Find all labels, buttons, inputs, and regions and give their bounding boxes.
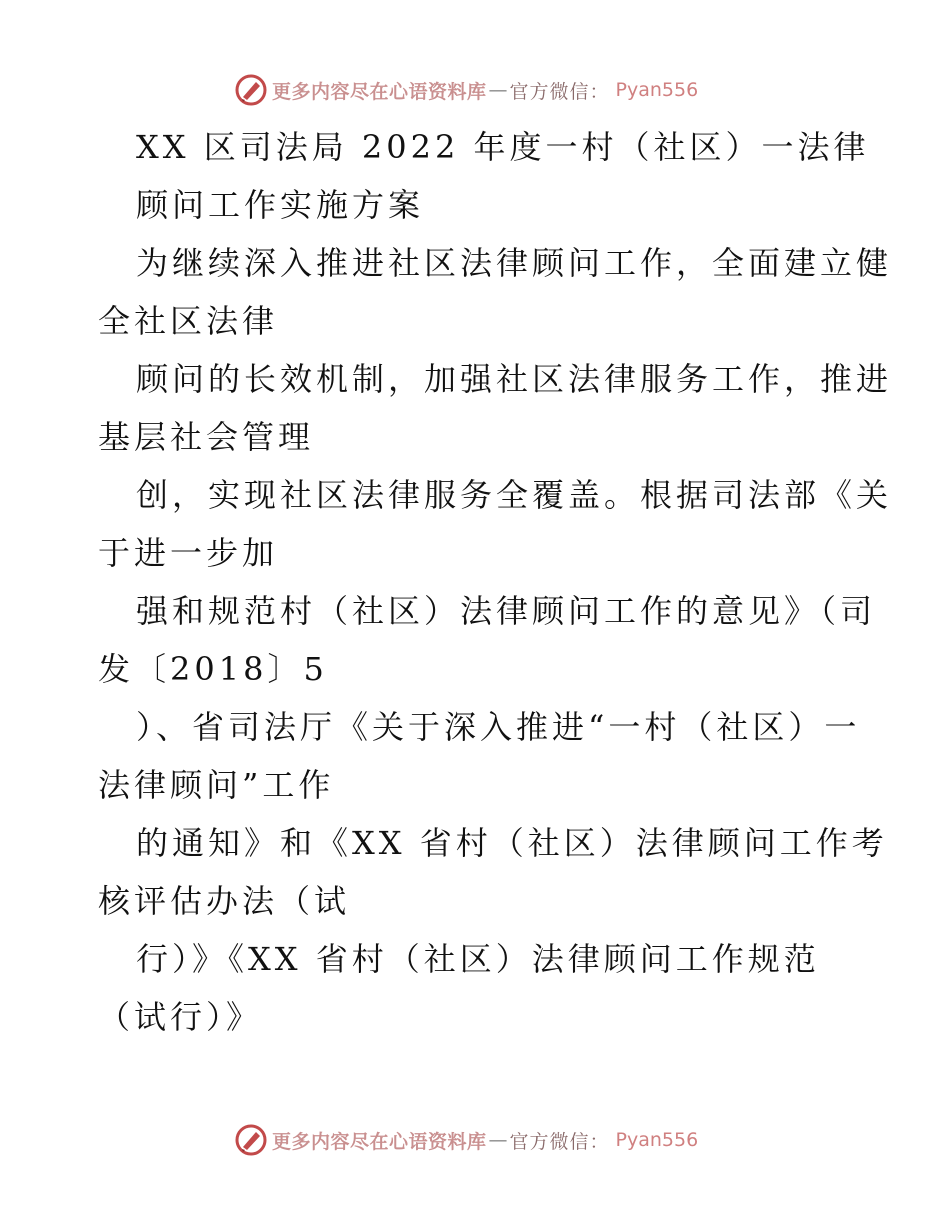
doc-paragraph-line: 全社区法律 [98,302,279,340]
doc-paragraph-line: 顾问的长效机制，加强社区法律服务工作，推进 [136,360,893,398]
doc-paragraph-line: 为继续深入推进社区法律顾问工作，全面建立健 [136,244,893,282]
watermark-wechat-id: Pyan556 [615,1129,699,1151]
doc-paragraph-line: 行）》《XX 省村（社区）法律顾问工作规范 [136,940,820,978]
watermark-text: 更多内容尽在心语资料库 [272,80,487,103]
brand-logo-icon [234,73,268,107]
doc-paragraph-line: 的通知》和《XX 省村（社区）法律顾问工作考 [136,824,888,862]
brand-logo-icon [234,1123,268,1157]
watermark-wechat-label: 官方微信： [509,80,610,103]
doc-paragraph-line: 法律顾问”工作 [98,766,335,804]
doc-paragraph-line: 强和规范村（社区）法律顾问工作的意见》（司 [136,592,877,630]
watermark-wechat-id: Pyan556 [615,79,699,101]
watermark-text: 更多内容尽在心语资料库 [272,1130,487,1153]
footer-watermark [234,1122,714,1158]
doc-paragraph-line: 于进一步加 [98,534,279,572]
doc-paragraph-line: （试行）》 [98,998,263,1036]
doc-paragraph-line: 核评估办法（试 [98,882,351,920]
doc-paragraph-line: ）、省司法厅《关于深入推进“一村（社区）一 [136,708,861,746]
doc-paragraph-line: 基层社会管理 [98,418,315,456]
doc-paragraph-line: 发〔2018〕5 [98,650,328,688]
header-watermark [234,72,714,108]
watermark-dash: — [488,79,508,101]
doc-title-line-1: XX 区司法局 2022 年度一村（社区）一法律 [136,128,870,166]
doc-paragraph-line: 创，实现社区法律服务全覆盖。根据司法部《关 [136,476,893,514]
watermark-dash: — [488,1129,508,1151]
watermark-wechat-label: 官方微信： [509,1130,610,1153]
doc-title-line-2: 顾问工作实施方案 [136,186,425,224]
